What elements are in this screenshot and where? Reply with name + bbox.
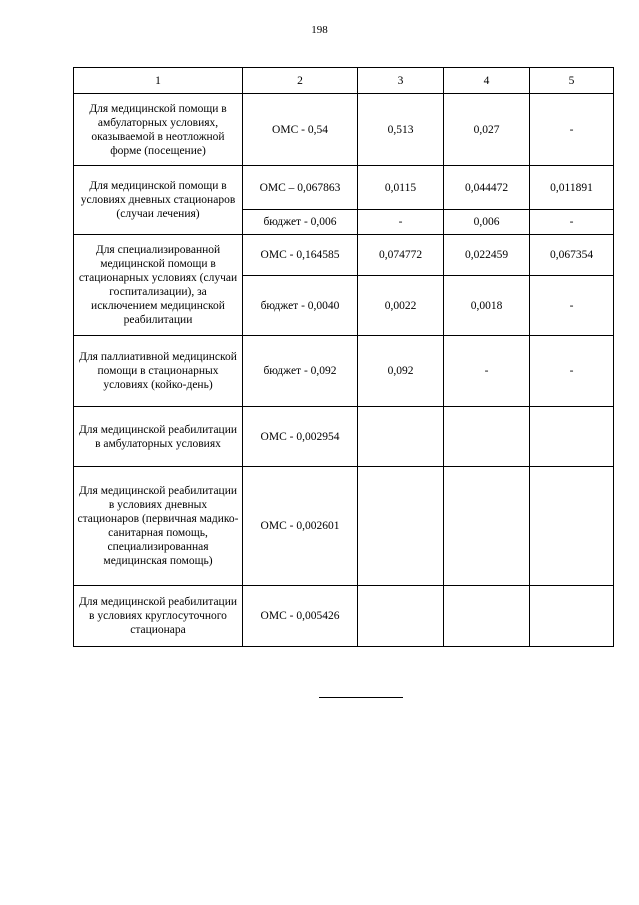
value-cell: 0,092 <box>358 336 444 407</box>
table-row <box>74 235 614 276</box>
row-label: Для медицинской реабилитации в условиях круглосуточного стационара <box>74 586 243 647</box>
value-cell: 0,513 <box>358 94 444 166</box>
value-cell: - <box>530 94 614 166</box>
value-cell: - <box>530 210 614 235</box>
value-cell: 0,044472 <box>444 166 530 210</box>
value-cell <box>530 467 614 586</box>
value-cell: 0,006 <box>444 210 530 235</box>
row-label: Для медицинской реабилитации в условиях дневных стационаров (первичная мадико-санитарная помощь, специализированная медицинская помощь) <box>74 467 243 586</box>
page-number: 198 <box>311 24 328 36</box>
header-cell: 4 <box>444 68 530 94</box>
norm-cell: бюджет - 0,0040 <box>243 276 358 336</box>
header-cell: 1 <box>74 68 243 94</box>
value-cell: - <box>444 336 530 407</box>
table-header-row <box>74 68 614 94</box>
header-cell: 2 <box>243 68 358 94</box>
norms-table <box>73 67 614 647</box>
value-cell: - <box>530 276 614 336</box>
footer-rule <box>319 697 403 698</box>
value-cell <box>358 586 444 647</box>
table-row <box>74 407 614 467</box>
value-cell <box>444 407 530 467</box>
norm-cell: ОМС - 0,54 <box>243 94 358 166</box>
value-cell: 0,0018 <box>444 276 530 336</box>
norm-cell: ОМС - 0,005426 <box>243 586 358 647</box>
value-cell: 0,0115 <box>358 166 444 210</box>
value-cell: 0,0022 <box>358 276 444 336</box>
row-label: Для медицинской помощи в амбулаторных условиях, оказываемой в неотложной форме (посещение) <box>74 94 243 166</box>
row-label: Для паллиативной медицинской помощи в стационарных условиях (койко-день) <box>74 336 243 407</box>
value-cell <box>444 586 530 647</box>
row-label: Для специализированной медицинской помощи в стационарных условиях (случаи госпитализации), за исключением медицинской реабилитации <box>74 235 243 336</box>
header-cell: 3 <box>358 68 444 94</box>
header-cell: 5 <box>530 68 614 94</box>
value-cell: 0,027 <box>444 94 530 166</box>
table-row <box>74 166 614 210</box>
table-row <box>74 586 614 647</box>
value-cell <box>530 586 614 647</box>
value-cell <box>530 407 614 467</box>
row-label: Для медицинской помощи в условиях дневных стационаров (случаи лечения) <box>74 166 243 235</box>
row-label: Для медицинской реабилитации в амбулаторных условиях <box>74 407 243 467</box>
norm-cell: ОМС – 0,067863 <box>243 166 358 210</box>
value-cell: 0,011891 <box>530 166 614 210</box>
table-row <box>74 467 614 586</box>
norm-cell: ОМС - 0,002954 <box>243 407 358 467</box>
norm-cell: бюджет - 0,006 <box>243 210 358 235</box>
norm-cell: ОМС - 0,164585 <box>243 235 358 276</box>
value-cell: 0,074772 <box>358 235 444 276</box>
value-cell <box>358 407 444 467</box>
value-cell: - <box>358 210 444 235</box>
value-cell: 0,022459 <box>444 235 530 276</box>
value-cell: 0,067354 <box>530 235 614 276</box>
table-row <box>74 94 614 166</box>
norm-cell: ОМС - 0,002601 <box>243 467 358 586</box>
value-cell <box>444 467 530 586</box>
norm-cell: бюджет - 0,092 <box>243 336 358 407</box>
value-cell: - <box>530 336 614 407</box>
value-cell <box>358 467 444 586</box>
table-row <box>74 336 614 407</box>
